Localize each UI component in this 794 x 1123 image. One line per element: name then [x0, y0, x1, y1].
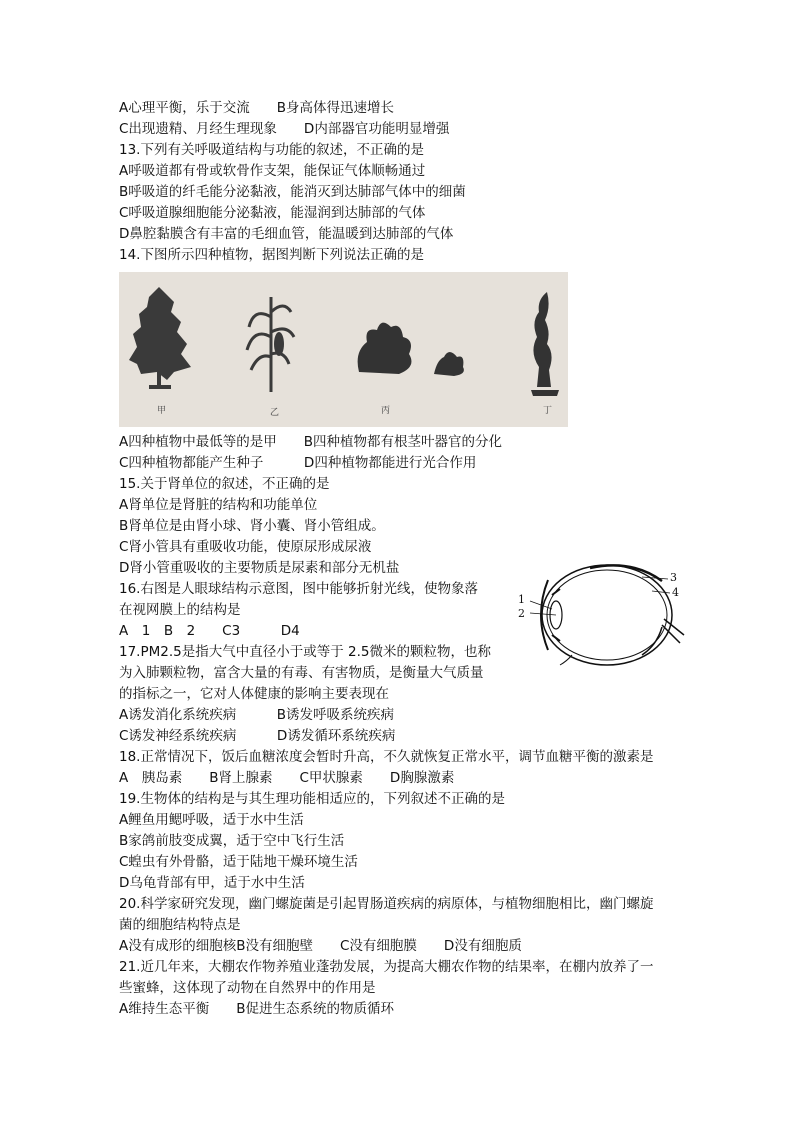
text-line: 在视网膜上的结构是 [119, 602, 241, 618]
text-line: A呼吸道都有骨或软骨作支架，能保证气体顺畅通过 [119, 163, 426, 179]
text-line: A鲤鱼用鳃呼吸，适于水中生活 [119, 812, 304, 828]
text-line: C诱发神经系统疾病 D诱发循环系统疾病 [119, 728, 396, 744]
text-line: 18.正常情况下，饭后血糖浓度会暂时升高，不久就恢复正常水平，调节血糖平衡的激素是 [119, 749, 654, 765]
text-line: C呼吸道腺细胞能分泌黏液，能湿润到达肺部的气体 [119, 205, 426, 221]
text-line: 16.右图是人眼球结构示意图，图中能够折射光线，使物象落 [119, 581, 478, 597]
text-line: 19.生物体的结构是与其生理功能相适应的，下列叙述不正确的是 [119, 791, 505, 807]
text-line: C四种植物都能产生种子 D四种植物都能进行光合作用 [119, 455, 477, 471]
text-line: 15.关于肾单位的叙述，不正确的是 [119, 476, 330, 492]
text-line: B肾单位是由肾小球、肾小囊、肾小管组成。 [119, 518, 385, 534]
text-line: D乌龟背部有甲，适于水中生活 [119, 875, 305, 891]
text-line: C出现遗精、月经生理现象 D内部器官功能明显增强 [119, 121, 450, 137]
text-line: A维持生态平衡 B促进生态系统的物质循环 [119, 1001, 394, 1017]
eye-label-2: 2 [518, 607, 525, 620]
eye-label-1: 1 [518, 593, 525, 606]
text-line: A肾单位是肾脏的结构和功能单位 [119, 497, 318, 513]
plant-label-jia: 甲 [157, 406, 167, 416]
text-line: 14.下图所示四种植物，据图判断下列说法正确的是 [119, 247, 424, 263]
plant-label-yi: 乙 [270, 408, 280, 418]
text-line: 菌的细胞结构特点是 [119, 917, 241, 933]
text-line: 21.近几年来，大棚农作物养殖业蓬勃发展，为提高大棚农作物的结果率，在棚内放养了一 [119, 959, 654, 975]
text-line: 的指标之一，它对人体健康的影响主要表现在 [119, 686, 389, 702]
plant-label-ding: 丁 [543, 406, 553, 416]
text-line: A四种植物中最低等的是甲 B四种植物都有根茎叶器官的分化 [119, 434, 502, 450]
text-line: C蝗虫有外骨骼，适于陆地干燥环境生活 [119, 854, 358, 870]
eyeball-illustration [512, 555, 687, 673]
eye-diagram [512, 555, 687, 673]
text-line: 为入肺颗粒物，富含大量的有毒、有害物质，是衡量大气质量 [119, 665, 484, 681]
plant-label-bing: 丙 [381, 406, 391, 416]
text-line: D肾小管重吸收的主要物质是尿素和部分无机盐 [119, 560, 400, 576]
eye-label-3: 3 [670, 571, 677, 584]
text-line: A 1 B 2 C3 D4 [119, 623, 300, 639]
text-line: A 胰岛素 B肾上腺素 C甲状腺素 D胸腺激素 [119, 770, 455, 786]
four-plants-figure [119, 272, 568, 427]
text-line: 20.科学家研究发现，幽门螺旋菌是引起胃肠道疾病的病原体，与植物细胞相比，幽门螺旋 [119, 896, 654, 912]
text-line: B家鸽前肢变成翼，适于空中飞行生活 [119, 833, 345, 849]
text-line: A心理平衡，乐于交流 B身高体得迅速增长 [119, 100, 394, 116]
eye-label-4: 4 [672, 586, 679, 599]
text-line: C肾小管具有重吸收功能，使原尿形成尿液 [119, 539, 372, 555]
text-line: A没有成形的细胞核B没有细胞壁 C没有细胞膜 D没有细胞质 [119, 938, 522, 954]
text-line: B呼吸道的纤毛能分泌黏液，能消灭到达肺部气体中的细菌 [119, 184, 466, 200]
text-line: A诱发消化系统疾病 B诱发呼吸系统疾病 [119, 707, 394, 723]
text-line: 17.PM2.5是指大气中直径小于或等于 2.5微米的颗粒物，也称 [119, 644, 491, 660]
text-line: D鼻腔黏膜含有丰富的毛细血管，能温暖到达肺部的气体 [119, 226, 454, 242]
text-line: 13.下列有关呼吸道结构与功能的叙述，不正确的是 [119, 142, 424, 158]
plants-illustration [119, 272, 568, 427]
text-line: 些蜜蜂，这体现了动物在自然界中的作用是 [119, 980, 376, 996]
